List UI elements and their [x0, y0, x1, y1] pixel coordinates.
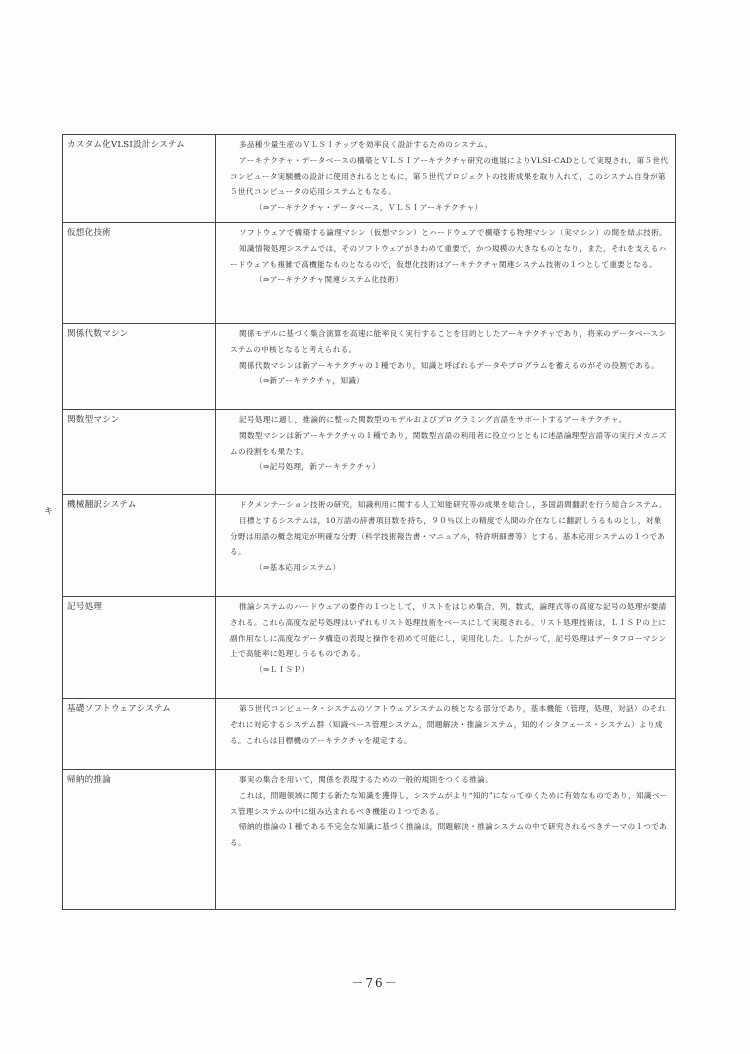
glossary-row — [63, 410, 676, 495]
description-paragraph: アーキテクチャ・データベースの構築とＶＬＳＩアーキテクチャ研究の進展によりVLSI-CADとして実現され，第５世代コンピュータ実験機の設計に使用されるとともに，第５世代プロジェクトの技術成果を取り入れて，このシステム自身が第５世代コンピュータの応用システムともなる。 — [230, 155, 669, 197]
term-cell — [63, 410, 216, 495]
term-cell — [63, 135, 216, 223]
term-label: 基礎ソフトウェアシステム — [67, 704, 171, 714]
glossary-row — [63, 770, 676, 910]
term-label: 機械翻訳システム — [67, 500, 137, 510]
glossary-row — [63, 135, 676, 223]
description-paragraph: これは，問題領域に関する新たな知識を獲得し，システムがより“知的”になってゆくために有効なものであり，知識ベース管理システムの中に組み込まれるべき機能の１つである。 — [230, 790, 668, 816]
cross-reference: （⇒新アーキテクチャ，知識） — [255, 376, 365, 386]
cross-reference: （⇒アーキテクチャ関連システム化技術） — [255, 275, 404, 285]
description-paragraph: 知識情報処理システムでは，そのソフトウェアがきわめて重要で，かつ規模の大きなものとなり，また，それを支えるハードウェアも複雑で高機能なものとなるので，仮想化技術はアーキテクチャ関連システム技術の１つとして重要となる。 — [230, 243, 667, 269]
glossary-row — [63, 223, 676, 324]
page-number: －76－ — [351, 976, 399, 990]
glossary-row — [63, 597, 676, 699]
cross-reference: （⇒記号処理，新アーキテクチャ） — [255, 462, 381, 472]
term-cell — [63, 699, 216, 770]
glossary-row — [63, 324, 676, 410]
term-label: 帰納的推論 — [67, 775, 111, 785]
description-paragraph: 関係代数マシンは新アーキテクチャの１種であり，知識と呼ばれるデータやプログラムを蓄えるのがその役割である。 — [239, 360, 659, 370]
description-paragraph: 事実の集合を用いて，関係を表現するための一般的規則をつくる推論。 — [239, 775, 494, 784]
term-cell — [63, 597, 216, 699]
description-cell — [216, 410, 676, 495]
description-cell — [216, 223, 676, 324]
term-label: カスタム化VLSI設計システム — [67, 140, 185, 150]
description-paragraph: 推論システムのハードウェアの要件の１つとして，リストをはじめ集合，列，数式，論理式等の高度な記号の処理が要請される。これら高度な記号処理はいずれもリスト処理技術をベースにして実現される。リスト処理技術は，ＬＩＳＰの上に副作用なしに高度なデータ構造の表現と操作を初めて可能にし，実用化した。したがって，記号処理はデータフローマシン上で高能率に処理しうるものである。 — [230, 602, 667, 659]
term-cell — [63, 770, 216, 910]
description-paragraph: ドクメンテーション技術の研究，知識利用に関する人工知能研究等の成果を総合し，多国語間翻訳を行う総合システム。 — [239, 500, 667, 509]
description-cell — [216, 699, 676, 770]
description-cell — [216, 597, 676, 699]
term-label: 仮想化技術 — [67, 228, 111, 238]
description-paragraph: 関数型マシンは新アーキテクチャの１種であり，関数型言語の利用者に役立つとともに述語論理型言語等の実行メカニズムの役割をも果たす。 — [230, 430, 668, 456]
glossary-row — [63, 699, 676, 770]
description-paragraph: 関係モデルに基づく集合演算を高速に能率良く実行することを目的としたアーキテクチャであり，将来のデータベースシステムの中核となると考えられる。 — [230, 329, 667, 354]
description-cell — [216, 770, 676, 910]
term-cell — [63, 495, 216, 597]
side-index-mark: キ — [44, 507, 54, 517]
description-paragraph: 記号処理に適し，推論的に整った関数型のモデルおよびプログラミング言語をサポートするアーキテクチャ。 — [239, 415, 627, 424]
description-paragraph: 目標とするシステムは，10万語の辞書項目数を持ち，９０％以上の精度で人間の介在なしに翻訳しうるものとし，対象分野は用語の概念規定が明確な分野（科学技術報告書・マニュアル，特許明細書等）とする。基本応用システムの１つである。 — [230, 515, 666, 557]
glossary-row — [63, 495, 676, 597]
term-label: 関数型マシン — [67, 415, 120, 425]
cross-reference: （⇒アーキテクチャ・データベース，ＶＬＳＩアーキテクチャ） — [255, 203, 483, 213]
description-cell — [216, 495, 676, 597]
description-paragraph: ソフトウェアで構築する論理マシン（仮想マシン）とハードウェアで構築する物理マシン（実マシン）の間を結ぶ技術。 — [239, 228, 668, 237]
description-paragraph: 第５世代コンピュータ・システムのソフトウェアシステムの核となる部分であり，基本機能（管理，処理，対話）のそれぞれに対応するシステム群（知識ベース管理システム，問題解決・推論システム，知的インタフェース・システム）より成る。これらは目標機のアーキテクチャを規定する。 — [230, 704, 666, 745]
cross-reference: （⇒ＬＩＳＰ） — [255, 665, 310, 675]
description-paragraph: 帰納的推論の１種である不完全な知識に基づく推論は，問題解決・推論システムの中で研究されるべきテーマの１つである。 — [230, 822, 668, 848]
term-label: 関係代数マシン — [67, 329, 129, 339]
term-cell — [63, 223, 216, 324]
glossary-table — [62, 134, 676, 910]
cross-reference: （⇒基本応用システム） — [255, 563, 341, 573]
description-paragraph: 多品種少量生産のＶＬＳＩチップを効率良く設計するためのシステム。 — [239, 140, 493, 149]
term-label: 記号処理 — [67, 602, 103, 612]
description-cell — [216, 135, 676, 223]
term-cell — [63, 324, 216, 410]
description-cell — [216, 324, 676, 410]
